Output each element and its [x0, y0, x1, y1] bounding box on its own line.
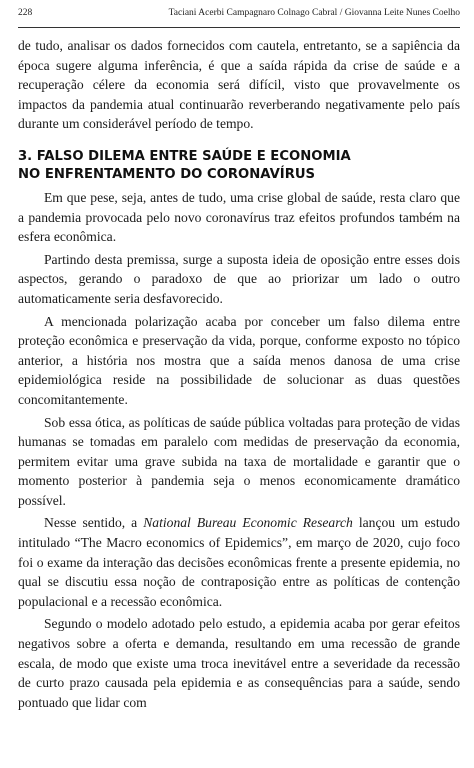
paragraph: Em que pese, seja, antes de tudo, uma crise global de saúde, resta claro que a pandemia provocada pelo novo coronavírus traz efeitos profundos também na esfera econômica. [18, 189, 460, 245]
running-title: Taciani Acerbi Campagnaro Colnago Cabral / Giovanna Leite Nunes Coelho [168, 8, 460, 18]
paragraph [18, 513, 460, 611]
paragraph: Sob essa ótica, as políticas de saúde pública voltadas para proteção de vidas humanas se tomadas em paralelo com medidas de preservação da economia, permitem evitar uma grave subida na taxa de mortalidade e garantir que o momento posterior à pandemia seja o menos economicamente dramático possível. [18, 414, 460, 508]
paragraph-continuation: de tudo, analisar os dados fornecidos com cautela, entretanto, se a sapiência da época sugere alguma inferência, é que a saída rápida da crise de saúde e a recuperação célere da economia será difícil, visto que provavelmente os impactos da pandemia atual continuarão reverberando negativamente pelo país durante um considerável período de tempo. [18, 38, 460, 132]
header-rule [18, 27, 460, 28]
paragraph: Segundo o modelo adotado pelo estudo, a epidemia acaba por gerar efeitos negativos sobre a oferta e demanda, resultando em uma recessão de grande escala, de modo que existe uma troca inevitável entre a severidade da recessão de curto prazo causada pela epidemia e as consequências para a saúde, sendo pontuado que lidar com [18, 616, 460, 710]
running-header [18, 8, 460, 22]
paragraph: A mencionada polarização acaba por conceber um falso dilema entre proteção econômica e preservação da vida, porque, conforme exposto no tópico anterior, a história nos mostra que a saída menos danosa de uma crise epidemiológica reside na possibilidade de solucionar as duas questões concomitantemente. [18, 313, 460, 407]
paragraph-text: Nesse sentido, a [44, 515, 144, 531]
publication-title: National Bureau Economic Research [143, 515, 353, 531]
section-heading-line-1: 3. FALSO DILEMA ENTRE SAÚDE E ECONOMIA [18, 148, 351, 164]
body-text [18, 36, 460, 712]
section-heading-line-2: NO ENFRENTAMENTO DO CORONAVÍRUS [18, 166, 316, 182]
paragraph-text: lançou um estudo intitulado “The Macro economics of Epidemics”, em março de 2020, cujo foco foi o exame da interação das decisões econômicas frente a presente epidemia, no qual se discutiu essa noção de contraposição entre as políticas de contenção populacional e a recessão econômica. [18, 515, 460, 609]
page-number: 228 [18, 8, 33, 18]
section-heading [18, 148, 460, 184]
paragraph: Partindo desta premissa, surge a suposta ideia de oposição entre esses dois aspectos, gerando o paradoxo de que ao priorizar um lado o outro automaticamente seria desfavorecido. [18, 251, 460, 306]
